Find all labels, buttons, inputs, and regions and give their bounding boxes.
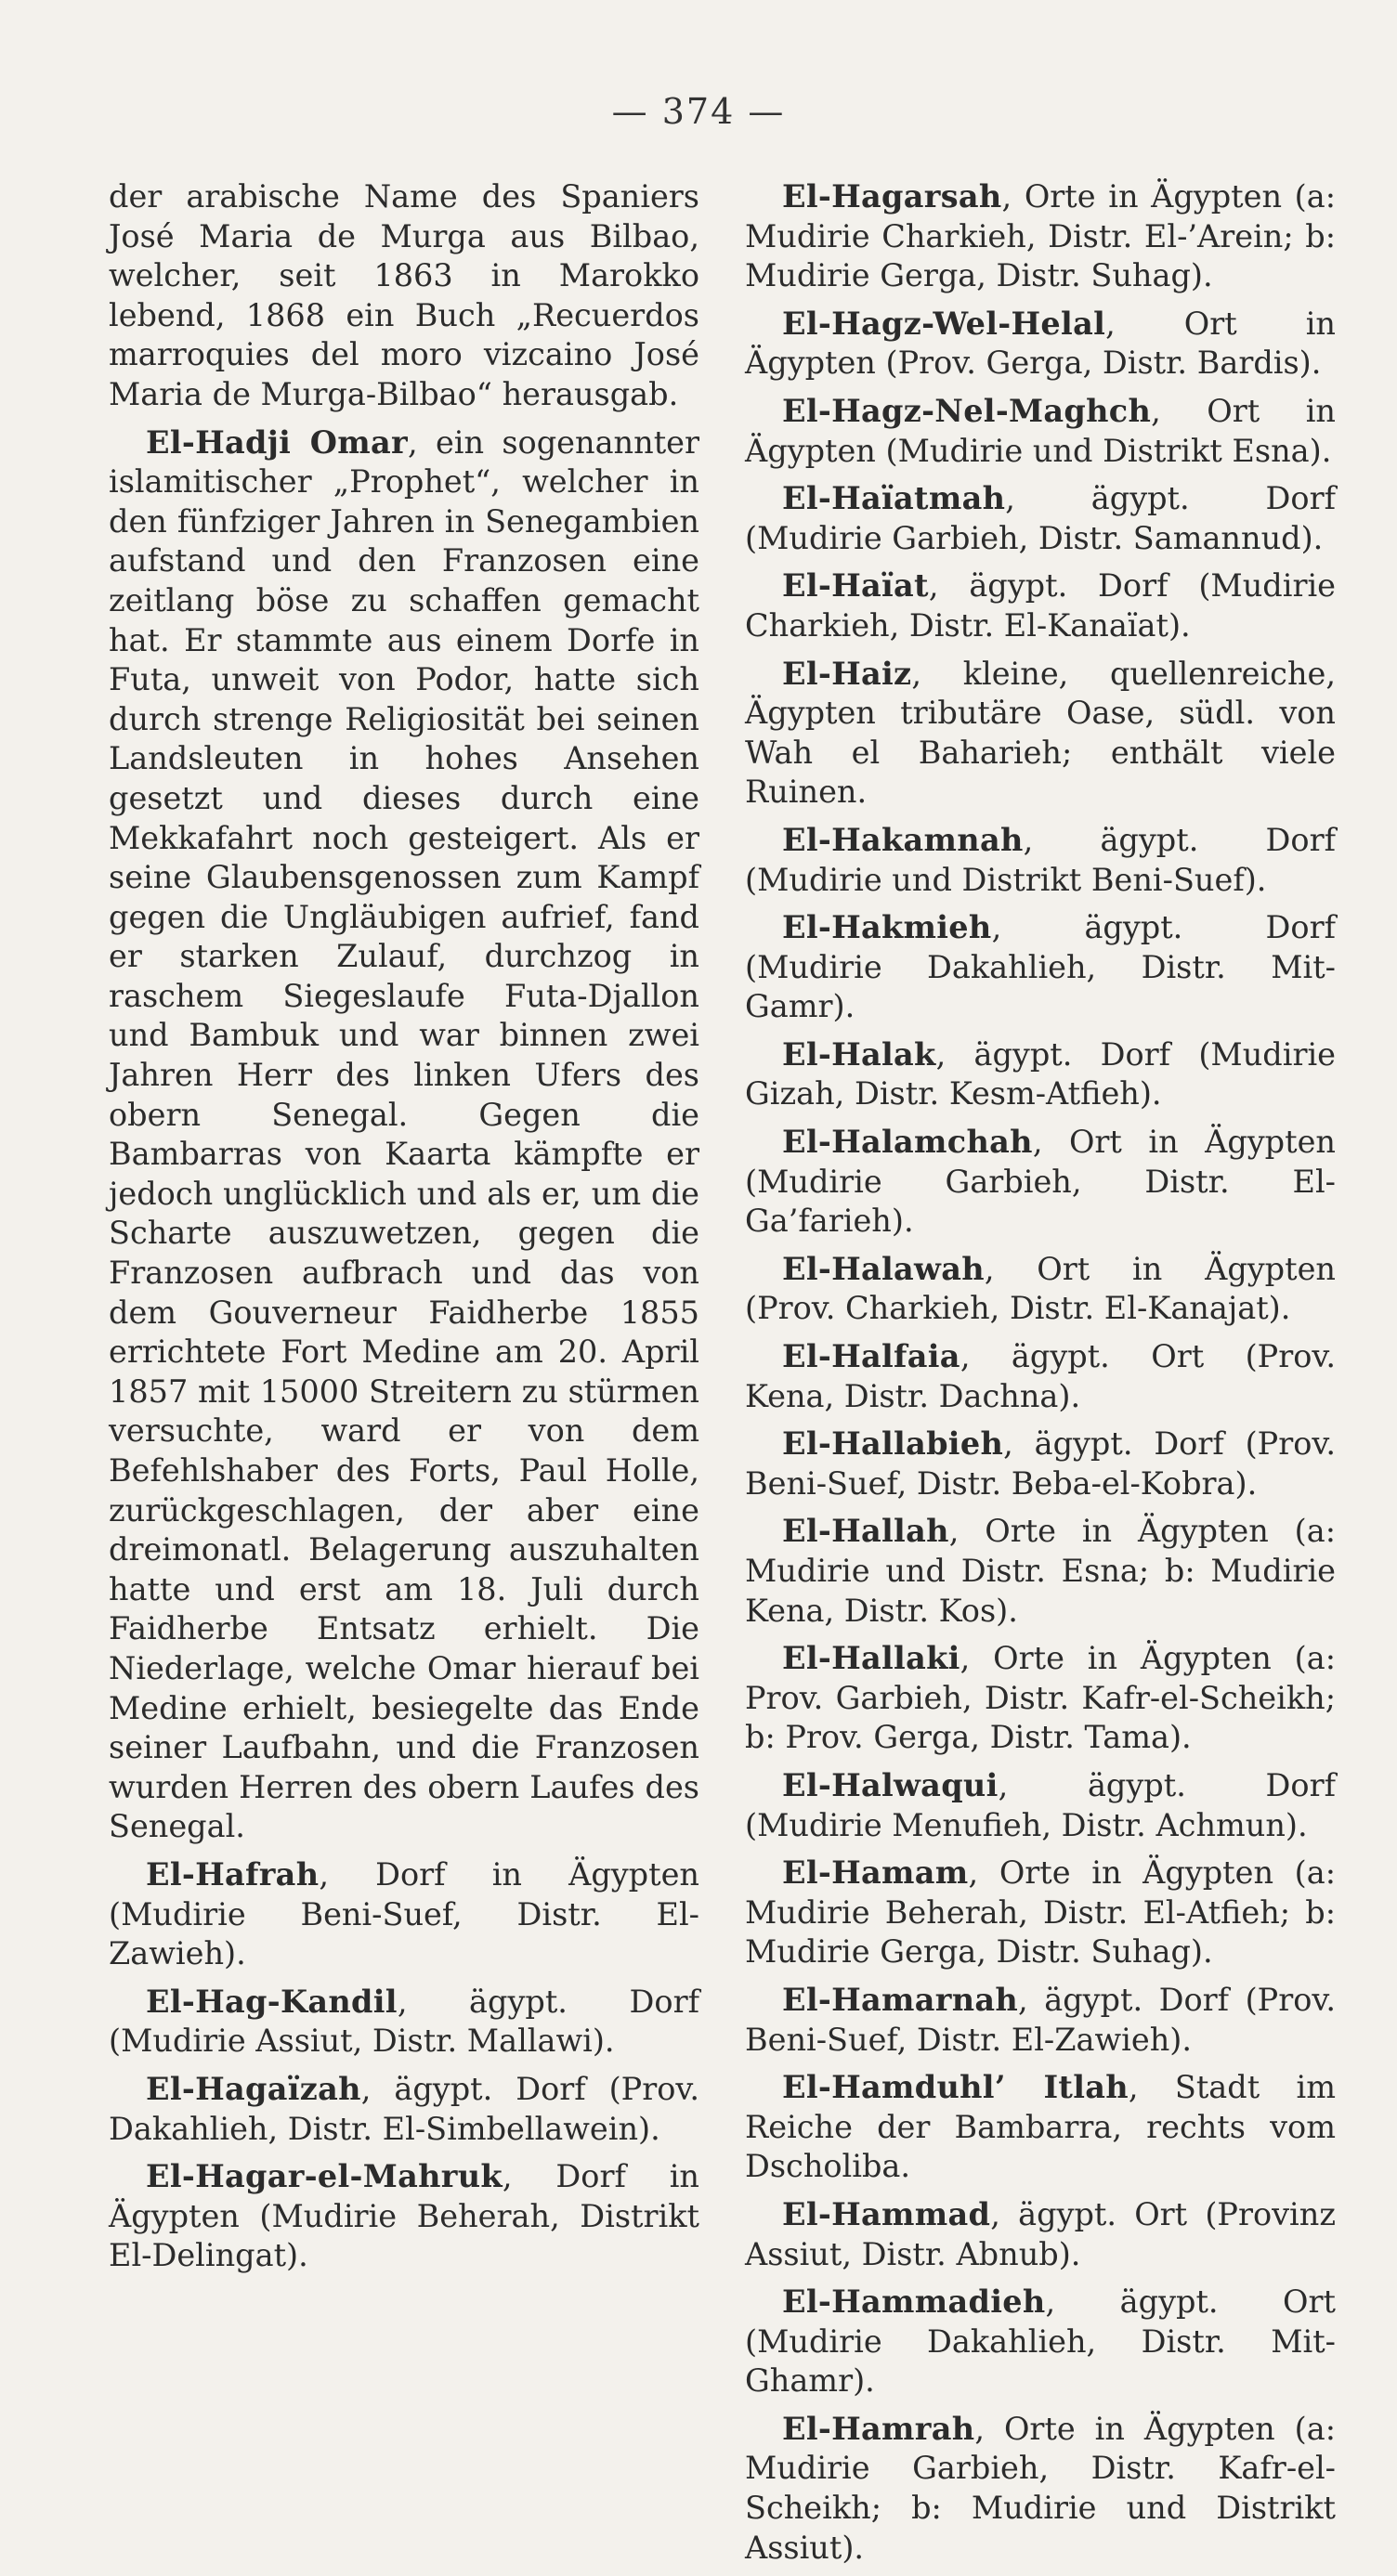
right-column: [745, 177, 1336, 2576]
entry: [745, 655, 1336, 813]
entry-text: , ägypt. Dorf (Mudirie Menufieh, Distr. Achmun).: [745, 1766, 1336, 1843]
entry: [745, 479, 1336, 558]
entry: [745, 1035, 1336, 1114]
entry-text: , ägypt. Dorf (Prov. Dakahlieh, Distr. El-Simbellawein).: [109, 2070, 699, 2147]
entry-text: , Orte in Ägypten (a: Prov. Garbieh, Distr. Kafr-el-Scheikh; b: Prov. Gerga, Distr. Tama).: [745, 1640, 1336, 1756]
entry: [745, 1981, 1336, 2060]
entry-headword: El-Hafrah: [146, 1855, 320, 1893]
entry-text: , ägypt. Dorf (Mudirie Garbieh, Distr. Samannud).: [745, 480, 1336, 556]
entry: [745, 1123, 1336, 1242]
entry-text: , ägypt. Dorf (Prov. Beni-Suef, Distr. El-Zawieh).: [745, 1981, 1336, 2058]
entry: [109, 2157, 699, 2276]
entry-headword: El-Haiz: [782, 655, 912, 692]
entry: [745, 566, 1336, 645]
entry: [109, 1983, 699, 2062]
entry: [745, 908, 1336, 1027]
entry-headword: El-Halawah: [782, 1250, 985, 1287]
entry-text: , Orte in Ägypten (a: Mudirie Charkieh, Distr. El-’Arein; b: Mudirie Gerga, Distr. Suhag).: [745, 178, 1336, 294]
left-column: [109, 177, 699, 2284]
entry-headword: El-Hakamnah: [782, 821, 1024, 858]
entry-headword: El-Hamam: [782, 1854, 969, 1892]
entry-headword: El-Hagar-el-Mahruk: [146, 2158, 503, 2195]
entry: [109, 423, 699, 1847]
entry-headword: El-Halwaqui: [782, 1766, 999, 1803]
entry-text: , ägypt. Ort (Provinz Assiut, Distr. Abnub).: [745, 2195, 1336, 2272]
entry-text: , Dorf in Ägypten (Mudirie Beherah, Distrikt El-Delingat).: [109, 2158, 699, 2274]
entry-text: , Ort in Ägypten (Prov. Gerga, Distr. Bardis).: [745, 305, 1336, 382]
entry-text: , Orte in Ägypten (a: Mudirie Beherah, Distr. El-Atfieh; b: Mudirie Gerga, Distr. Suhag).: [745, 1854, 1336, 1971]
entry-text: , ägypt. Ort (Mudirie Dakahlieh, Distr. Mit-Ghamr).: [745, 2283, 1336, 2400]
entry: [745, 2283, 1336, 2401]
entry-text: , ägypt. Ort (Prov. Kena, Distr. Dachna).: [745, 1338, 1336, 1414]
page-number: — 374 —: [611, 91, 786, 132]
entry-headword: El-Hammadieh: [782, 2283, 1046, 2321]
entry: [109, 1855, 699, 1974]
entry-text: , ägypt. Dorf (Mudirie Dakahlieh, Distr. Mit-Gamr).: [745, 909, 1336, 1025]
entry: [745, 1512, 1336, 1631]
entry-headword: El-Haïatmah: [782, 480, 1006, 517]
entry-text: , Orte in Ägypten (a: Mudirie Garbieh, Distr. Kafr-el-Scheikh; b: Mudirie und Distrikt Assiut).: [745, 2410, 1336, 2566]
entry-headword: El-Halfaia: [782, 1338, 960, 1375]
entry-headword: El-Hakmieh: [782, 909, 992, 946]
entry-headword: El-Hamduhl’ Itlah: [782, 2069, 1129, 2106]
entry: [745, 177, 1336, 296]
entry-headword: El-Hadji Omar: [146, 423, 408, 461]
entry-headword: El-Halak: [782, 1035, 936, 1073]
entry-text: der arabische Name des Spaniers José Maria de Murga aus Bilbao, welcher, seit 1863 in Marokko lebend, 1868 ein Buch „Recuerdos marroquies del moro vizcaino José Maria de Murga-Bilbao“ herausgab.: [109, 178, 699, 412]
entry-headword: El-Hallah: [782, 1513, 949, 1550]
entry: [745, 1337, 1336, 1416]
entry-text: , Stadt im Reiche der Bambarra, rechts vom Dscholiba.: [745, 2069, 1336, 2185]
entry: [745, 1639, 1336, 1758]
entry-headword: El-Haïat: [782, 567, 929, 605]
entry: [745, 2410, 1336, 2568]
entry: [745, 392, 1336, 471]
entry-text: , ägypt. Dorf (Mudirie Assiut, Distr. Mallawi).: [109, 1983, 699, 2060]
entry: [745, 1766, 1336, 1845]
entry-text: , ägypt. Dorf (Mudirie Charkieh, Distr. El-Kanaïat).: [745, 567, 1336, 644]
entry-headword: El-Hamrah: [782, 2410, 975, 2447]
entry-headword: El-Hagz-Nel-Maghch: [782, 392, 1152, 429]
entry-headword: El-Hagarsah: [782, 178, 1002, 215]
entry: [745, 2195, 1336, 2274]
entry-text: , Ort in Ägypten (Mudirie und Distrikt Esna).: [745, 392, 1336, 469]
entry-text: , Ort in Ägypten (Mudirie Garbieh, Distr. El-Ga’farieh).: [745, 1124, 1336, 1240]
entry: [745, 821, 1336, 900]
entry-headword: El-Hamarnah: [782, 1981, 1019, 2018]
entry-headword: El-Hagaïzah: [146, 2070, 361, 2107]
entry-text: , Dorf in Ägypten (Mudirie Beni-Suef, Distr. El-Zawieh).: [109, 1855, 699, 1972]
entry: [745, 1250, 1336, 1329]
entry-text: , kleine, quellenreiche, Ägypten tributäre Oase, südl. von Wah el Baharieh; enthält viele Ruinen.: [745, 655, 1336, 811]
entry-headword: El-Hammad: [782, 2195, 991, 2232]
entry-text: , ein sogenannter islamitischer „Prophet“, welcher in den fünfziger Jahren in Senegambien aufstand und den Franzosen eine zeitlang böse zu schaffen gemacht hat. Er stammte aus einem Dorfe in Futa, unweit von Podor, hatte sich durch strenge Religiosität bei seinen Landsleuten in hohes Ansehen gesetzt und dieses durch eine Mekkafahrt noch gesteigert. Als er seine Glaubensgenossen zum Kampf gegen die Ungläubigen aufrief, fand er starken Zulauf, durchzog in raschem Siegeslaufe Futa-Djallon und Bambuk und war binnen zwei Jahren Herr des linken Ufers des obern Senegal. Gegen die Bambarras von Kaarta kämpfte er jedoch unglücklich und als er, um die Scharte auszuwetzen, gegen die Franzosen aufbrach und das von dem Gouverneur Faidherbe 1855 errichtete Fort Medine am 20. April 1857 mit 15000 Streitern zu stürmen versuchte, ward er von dem Befehlshaber des Forts, Paul Holle, zurückgeschlagen, der aber eine dreimonatl. Belagerung auszuhalten hatte und erst am 18. Juli durch Faidherbe Entsatz erhielt. Die Niederlage, welche Omar hierauf bei Medine erhielt, besiegelte das Ende seiner Laufbahn, und die Franzosen wurden Herren des obern Laufes des Senegal.: [109, 423, 699, 1845]
entry-continuation: [109, 177, 699, 415]
entry: [745, 1854, 1336, 1972]
entry: [109, 2070, 699, 2149]
entry: [745, 305, 1336, 384]
entry-text: , ägypt. Dorf (Prov. Beni-Suef, Distr. Beba-el-Kobra).: [745, 1425, 1336, 1502]
entry-headword: El-Hagz-Wel-Helal: [782, 305, 1106, 342]
entry-text: , Ort in Ägypten (Prov. Charkieh, Distr. El-Kanajat).: [745, 1250, 1336, 1327]
entry-headword: El-Hallaki: [782, 1640, 960, 1677]
entry: [745, 2068, 1336, 2187]
entry-text: , ägypt. Dorf (Mudirie und Distrikt Beni-Suef).: [745, 821, 1336, 898]
entry: [745, 1425, 1336, 1503]
entry-text: , Orte in Ägypten (a: Mudirie und Distr. Esna; b: Mudirie Kena, Distr. Kos).: [745, 1513, 1336, 1629]
entry-headword: El-Halamchah: [782, 1124, 1033, 1161]
entry-headword: El-Hag-Kandil: [146, 1983, 398, 2020]
entry-headword: El-Hallabieh: [782, 1425, 1004, 1463]
entry-text: , ägypt. Dorf (Mudirie Gizah, Distr. Kesm-Atfieh).: [745, 1035, 1336, 1112]
